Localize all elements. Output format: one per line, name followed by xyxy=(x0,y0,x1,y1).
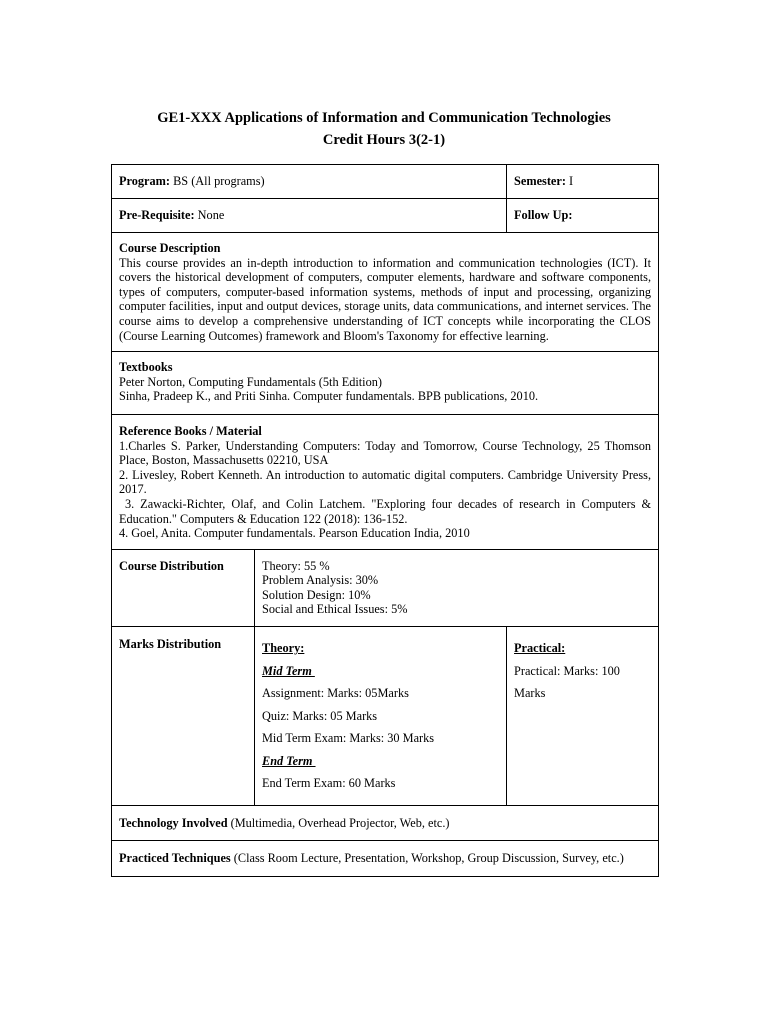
practical-marks-cell xyxy=(507,627,659,806)
textbooks-cell xyxy=(112,352,659,415)
prerequisite-label: Pre-Requisite: xyxy=(119,208,195,222)
assignment-marks: Assignment: Marks: 05Marks xyxy=(262,686,409,701)
program-value: BS (All programs) xyxy=(170,174,265,188)
practical-heading: Practical: xyxy=(514,641,566,656)
program-cell xyxy=(112,165,507,199)
textbooks-heading: Textbooks xyxy=(119,360,173,375)
techniques-row xyxy=(112,841,659,877)
program-row xyxy=(112,165,659,199)
course-distribution-row xyxy=(112,549,659,626)
technology-cell xyxy=(112,805,659,841)
course-distribution-values xyxy=(255,549,659,626)
course-outline-table xyxy=(111,164,659,877)
techniques-cell xyxy=(112,841,659,877)
reference-books-cell xyxy=(112,414,659,549)
course-description-cell xyxy=(112,233,659,352)
end-term-heading: End Term xyxy=(262,753,316,768)
mid-exam-marks: Mid Term Exam: Marks: 30 Marks xyxy=(262,731,435,746)
reference-item: 4. Goel, Anita. Computer fundamentals. Pearson Education India, 2010 xyxy=(119,526,470,541)
distribution-item: Solution Design: 10% xyxy=(262,587,371,602)
techniques-value: (Class Room Lecture, Presentation, Workshop, Group Discussion, Survey, etc.) xyxy=(230,851,624,866)
technology-value: (Multimedia, Overhead Projector, Web, etc.) xyxy=(227,815,450,830)
follow-up-label: Follow Up: xyxy=(514,208,573,222)
practical-marks-line2: Marks xyxy=(514,686,546,701)
distribution-item: Social and Ethical Issues: 5% xyxy=(262,602,408,617)
marks-distribution-row xyxy=(112,627,659,806)
semester-value: I xyxy=(565,174,574,188)
prerequisite-cell xyxy=(112,199,507,233)
reference-item: 2. Livesley, Robert Kenneth. An introduction to automatic digital computers. Cambridge University Press, 2017. xyxy=(119,467,652,497)
credit-hours: Credit Hours 3(2-1) xyxy=(322,132,446,148)
theory-marks-cell xyxy=(255,627,507,806)
semester-label: Semester: xyxy=(514,174,566,188)
technology-label: Technology Involved xyxy=(119,815,228,830)
technology-row xyxy=(112,805,659,841)
course-description-text: This course provides an in-depth introduction to information and communication technologies (ICT). It covers the historical development of computers, computer elements, hardware and software components, types of computers, computer-based information systems, methods of input and processing, organizing computer facilities, input and output devices, storage units, data communications, and internet services. The course aims to develop a comprehensive understanding of ICT concepts while incorporating the CLOS (Course Learning Outcomes) framework and Bloom's Taxonomy for effective learning. xyxy=(119,255,652,343)
textbook-item: Sinha, Pradeep K., and Priti Sinha. Computer fundamentals. BPB publications, 2010. xyxy=(119,389,539,404)
distribution-item: Problem Analysis: 30% xyxy=(262,573,379,588)
course-description-row xyxy=(112,233,659,352)
semester-cell xyxy=(507,165,659,199)
distribution-item: Theory: 55 % xyxy=(262,558,330,573)
course-distribution-label: Course Distribution xyxy=(112,549,255,626)
quiz-marks: Quiz: Marks: 05 Marks xyxy=(262,708,378,723)
techniques-label: Practiced Techniques xyxy=(119,851,231,866)
textbook-item: Peter Norton, Computing Fundamentals (5th Edition) xyxy=(119,374,382,389)
prerequisite-row xyxy=(112,199,659,233)
textbooks-row xyxy=(112,352,659,415)
course-title: GE1-XXX Applications of Information and Communication Technologies xyxy=(157,110,611,126)
reference-books-row xyxy=(112,414,659,549)
course-description-heading: Course Description xyxy=(119,241,221,255)
follow-up-cell xyxy=(507,199,659,233)
theory-heading: Theory: xyxy=(262,641,305,656)
reference-item: 1.Charles S. Parker, Understanding Computers: Today and Tomorrow, Course Technology, 25 Thomson Place, Boston, Massachusetts 02210, USA xyxy=(119,438,652,468)
practical-marks-line1: Practical: Marks: 100 xyxy=(514,663,620,678)
prerequisite-value: None xyxy=(194,208,225,222)
reference-item: 3. Zawacki-Richter, Olaf, and Colin Latchem. "Exploring four decades of research in Computers & Education." Computers & Education 122 (2018): 136-152. xyxy=(119,496,655,526)
end-exam-marks: End Term Exam: 60 Marks xyxy=(262,776,396,791)
program-label: Program: xyxy=(119,174,170,188)
reference-books-heading: Reference Books / Material xyxy=(119,423,262,438)
mid-term-heading: Mid Term xyxy=(262,663,315,678)
marks-distribution-label: Marks Distribution xyxy=(112,627,255,806)
